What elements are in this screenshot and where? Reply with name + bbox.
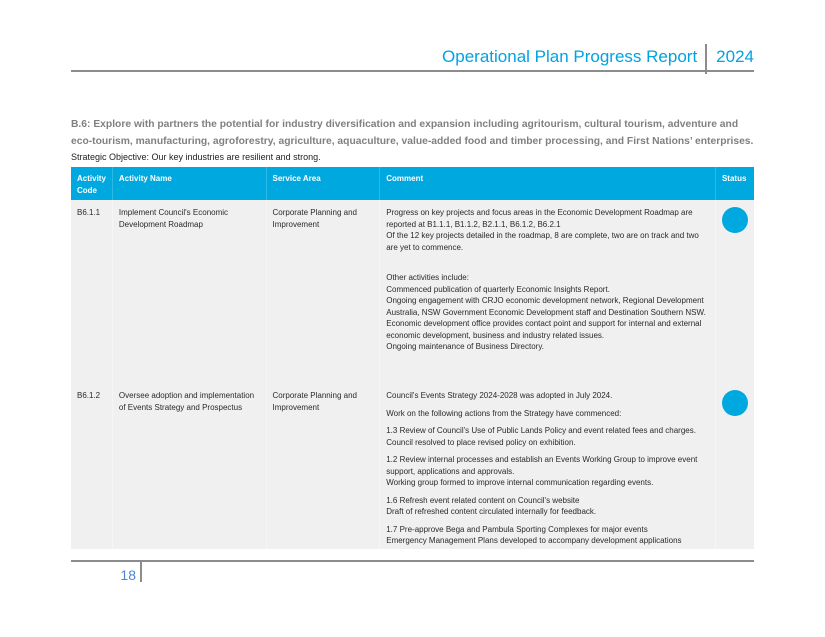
- comment-cell: [380, 200, 716, 383]
- footer-divider: [140, 562, 142, 582]
- activity-code: B6.1.2: [71, 383, 112, 549]
- column-header-comment: Comment: [380, 167, 716, 200]
- goal-heading: B.6: Explore with partners the potential for industry diversification and expansion including agritourism, cultural tourism, adventure and eco-tourism, manufacturing, agroforestry, agriculture, aquaculture, value-added food and timber processing, and First Nations’ enterprises.: [71, 119, 754, 147]
- header-rule: [71, 70, 754, 72]
- comment-line: Working group formed to improve internal communication regarding events.: [386, 478, 654, 487]
- table-row: [71, 200, 754, 383]
- column-header-service-area: Service Area: [266, 167, 380, 200]
- activities-table: [71, 167, 754, 549]
- report-header: [442, 44, 754, 72]
- comment-line: Ongoing maintenance of Business Directory.: [386, 342, 544, 351]
- column-header-status: Status: [715, 167, 754, 200]
- comment-line: 1.6 Refresh event related content on Council's website: [386, 495, 580, 505]
- comment-line: Council's Events Strategy 2024-2028 was adopted in July 2024.: [386, 391, 613, 400]
- status-cell: [715, 383, 754, 549]
- comment-line: 1.3 Review of Council's Use of Public Lands Policy and event related fees and charges.: [386, 426, 696, 435]
- comment-line: Commenced publication of quarterly Economic Insights Report.: [386, 284, 610, 294]
- comment-line: 1.2 Review internal processes and establish an Events Working Group to improve event support, applications and approvals.: [386, 455, 698, 476]
- service-area: Corporate Planning and Improvement: [266, 200, 380, 383]
- comment-line: Work on the following actions from the Strategy have commenced:: [386, 408, 622, 418]
- comment-line: Progress on key projects and focus areas in the Economic Development Roadmap are reported at B1.1.1, B1.1.2, B2.1.1, B6.1.2, B6.2.1: [386, 208, 693, 229]
- comment-line: Of the 12 key projects detailed in the roadmap, 8 are complete, two are on track and two are yet to commence.: [386, 231, 699, 252]
- activity-name: Implement Council's Economic Development Roadmap: [112, 200, 266, 383]
- table-row: [71, 383, 754, 549]
- comment-line: Draft of refreshed content circulated internally for feedback.: [386, 507, 597, 516]
- footer-rule: [71, 560, 754, 562]
- activity-name: Oversee adoption and implementation of Events Strategy and Prospectus: [112, 383, 266, 549]
- status-indicator-icon: [722, 207, 748, 233]
- comment-line: Council resolved to place revised policy on exhibition.: [386, 437, 576, 447]
- comment-line: Other activities include:: [386, 273, 469, 282]
- report-year: 2024: [716, 47, 754, 66]
- status-indicator-icon: [722, 390, 748, 416]
- comment-cell: [380, 383, 716, 549]
- service-area: Corporate Planning and Improvement: [266, 383, 380, 549]
- comment-line: Emergency Management Plans developed to accompany development applications: [386, 536, 682, 545]
- column-header-activity-name: Activity Name: [112, 167, 266, 200]
- page-number: 18: [120, 567, 136, 583]
- activity-code: B6.1.1: [71, 200, 112, 383]
- comment-line: 1.7 Pre-approve Bega and Pambula Sporting Complexes for major events: [386, 524, 648, 534]
- column-header-activity-code: Activity Code: [71, 167, 112, 200]
- strategic-objective: Strategic Objective: Our key industries are resilient and strong.: [71, 152, 321, 162]
- comment-line: Economic development office provides contact point and support for internal and external economic development, business and industry related issues.: [386, 319, 702, 340]
- table-header-row: [71, 167, 754, 200]
- report-title: Operational Plan Progress Report: [442, 47, 698, 66]
- comment-line: Ongoing engagement with CRJO economic development network, Regional Development Australia, NSW Government Economic Development staff and Destination Southern NSW.: [386, 296, 706, 317]
- status-cell: [715, 200, 754, 383]
